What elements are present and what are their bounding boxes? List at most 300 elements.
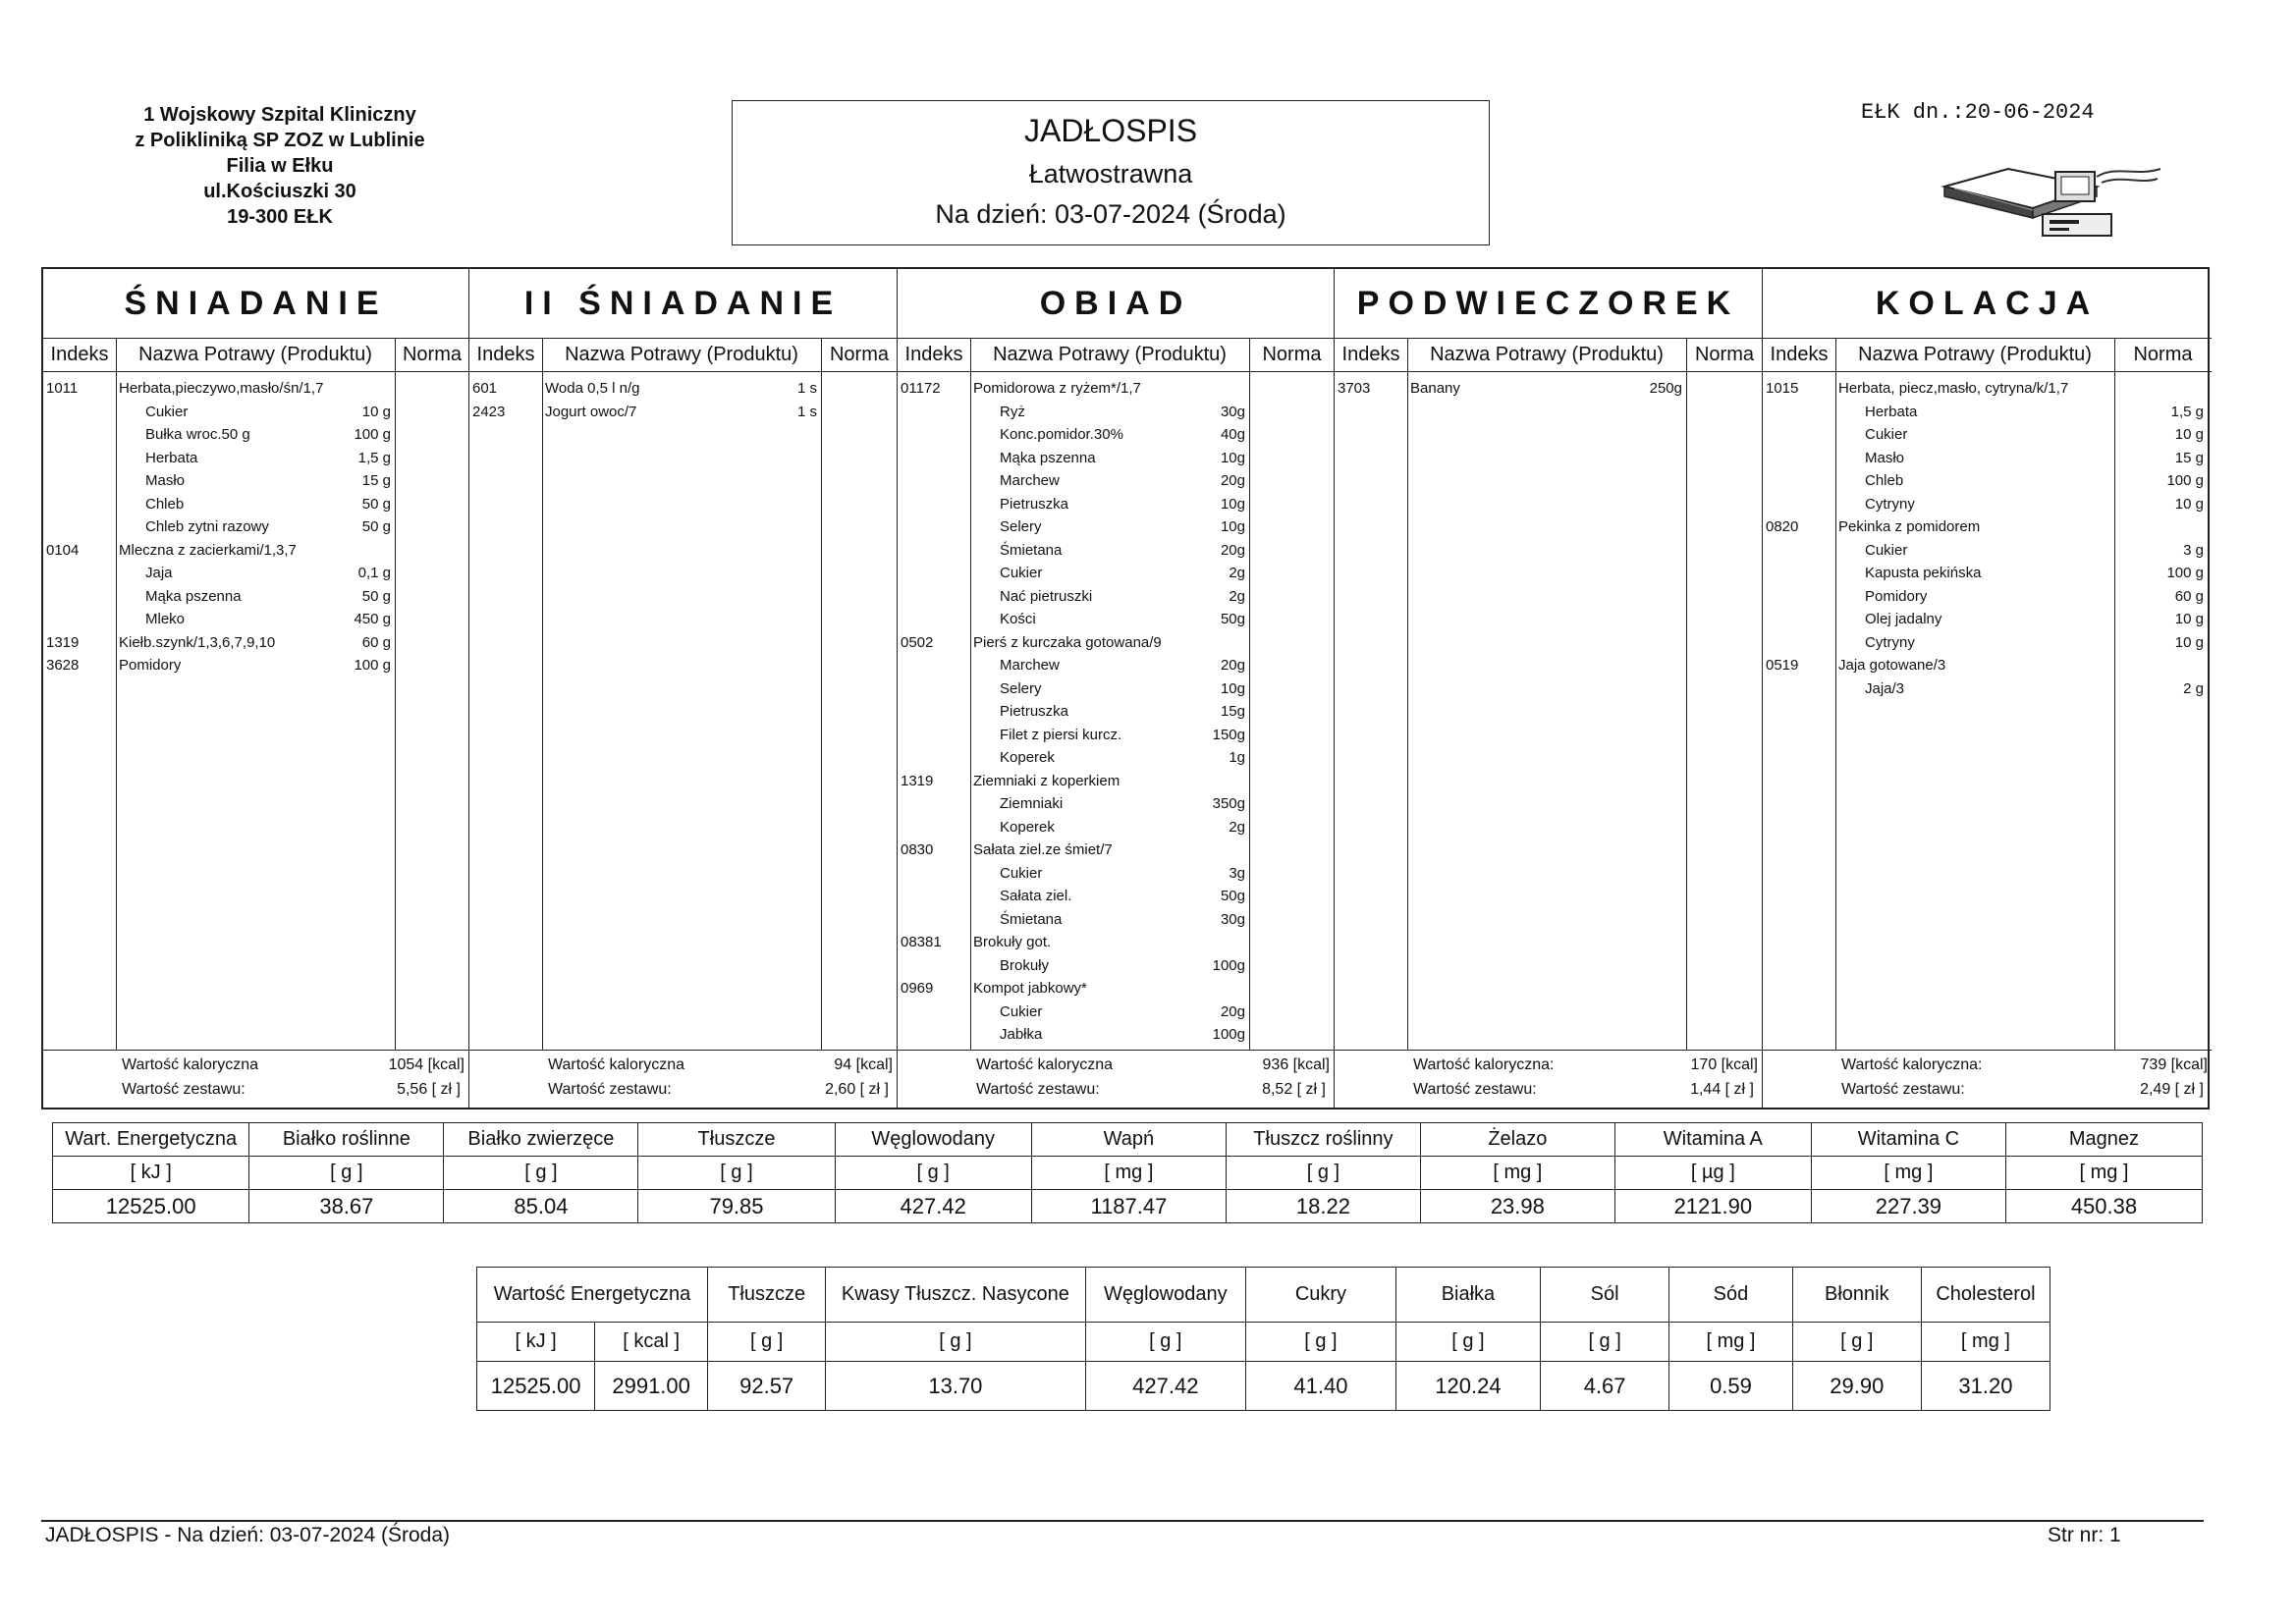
ingredient-name: Koperek [1000, 818, 1055, 836]
item-index: 1015 [1766, 380, 1799, 397]
dish-name: Kompot jabkowy* [973, 980, 1087, 997]
nutrition-summary-header: Białka [1395, 1268, 1540, 1323]
footer-divider [41, 1520, 2204, 1522]
ingredient-name: Mąka pszenna [145, 587, 242, 605]
nutrition-cell: [ g ] [835, 1157, 1031, 1190]
item-quantity: 250g [1649, 380, 1682, 397]
item-quantity: 10g [1220, 679, 1245, 697]
item-quantity: 30g [1220, 403, 1245, 420]
ingredient-name: Jabłka [1000, 1026, 1043, 1043]
menu-item-row [43, 562, 468, 585]
item-quantity: 100 g [2166, 565, 2204, 581]
meal-column-headers [898, 338, 1334, 372]
menu-item-row [898, 654, 1334, 677]
item-quantity: 15g [1220, 703, 1245, 720]
nutrition-cell: Witamina A [1614, 1123, 1811, 1157]
page-number: Str nr: 1 [2048, 1524, 2121, 1546]
nutrition-cell: Wapń [1031, 1123, 1226, 1157]
calorie-value: 739 [kcal] [2140, 1056, 2208, 1073]
item-quantity: 2g [1229, 565, 1245, 581]
column-divider [1407, 338, 1408, 1051]
meal-section [1335, 269, 1763, 1108]
ingredient-name: Pomidory [1865, 587, 1928, 605]
hospital-line: z Polikliniką SP ZOZ w Lublinie [135, 130, 425, 151]
nutrition-summary-cell: 41.40 [1246, 1362, 1396, 1411]
menu-table [41, 267, 2210, 1109]
item-quantity: 100 g [2166, 472, 2204, 489]
calorie-label: Wartość kaloryczna [122, 1056, 258, 1073]
item-quantity: 2 g [2183, 679, 2204, 697]
menu-item-row [469, 401, 897, 424]
item-quantity: 20g [1220, 1002, 1245, 1020]
menu-item-row [898, 862, 1334, 886]
ingredient-name: Mąka pszenna [1000, 449, 1096, 466]
ingredient-name: Śmietana [1000, 910, 1063, 928]
nutrition-cell: [ kJ ] [53, 1157, 249, 1190]
item-index: 0104 [46, 541, 80, 559]
menu-item-row [1763, 631, 2212, 655]
menu-item-row [898, 631, 1334, 655]
cost-label: Wartość zestawu: [548, 1081, 672, 1098]
hospital-line: 19-300 EŁK [227, 206, 333, 228]
menu-item-row [898, 469, 1334, 493]
nutrition-summary-header: Kwasy Tłuszcz. Nasycone [826, 1268, 1085, 1323]
column-header-name: Nazwa Potrawy (Produktu) [565, 344, 798, 365]
menu-item-row [1763, 608, 2212, 631]
column-header-name: Nazwa Potrawy (Produktu) [1430, 344, 1664, 365]
book-computer-logo-icon [1940, 147, 2165, 245]
cost-label: Wartość zestawu: [1413, 1081, 1537, 1098]
nutrition-summary-cell: [ g ] [826, 1323, 1085, 1362]
menu-item-row [43, 654, 468, 677]
cost-label: Wartość zestawu: [122, 1081, 246, 1098]
column-header-norm: Norma [1694, 344, 1754, 365]
nutrition-summary-cell: 13.70 [826, 1362, 1085, 1411]
item-index: 601 [472, 380, 498, 397]
meal-section [43, 269, 469, 1108]
item-quantity: 0,1 g [357, 565, 391, 581]
nutrition-cell: [ g ] [1226, 1157, 1420, 1190]
item-quantity: 20g [1220, 657, 1245, 674]
item-quantity: 10g [1220, 449, 1245, 466]
meal-section [1763, 269, 2212, 1108]
nutrition-summary-cell: [ mg ] [1921, 1323, 2050, 1362]
item-index: 1011 [46, 380, 79, 397]
nutrition-summary-cell: [ g ] [1246, 1323, 1396, 1362]
ingredient-name: Pietruszka [1000, 703, 1069, 720]
column-header-index: Indeks [1341, 344, 1400, 365]
nutrition-summary-cell: [ g ] [708, 1323, 826, 1362]
dish-name: Jogurt owoc/7 [545, 403, 637, 420]
item-quantity: 40g [1220, 426, 1245, 443]
nutrition-summary-cell: [ g ] [1085, 1323, 1246, 1362]
menu-item-row [898, 401, 1334, 424]
ingredient-name: Cukier [1000, 864, 1043, 882]
item-index: 1319 [901, 772, 934, 789]
item-quantity: 1,5 g [2170, 403, 2204, 420]
dish-name: Kiełb.szynk/1,3,6,7,9,10 [119, 633, 276, 651]
nutrition-cell: [ g ] [249, 1157, 444, 1190]
nutrition-table-summary [476, 1267, 2050, 1411]
ingredient-name: Cukier [1000, 1002, 1043, 1020]
menu-item-row [898, 562, 1334, 585]
meal-title: ŚNIADANIE [43, 269, 468, 339]
hospital-line: Filia w Ełku [226, 155, 334, 177]
ingredient-name: Kapusta pekińska [1865, 565, 1982, 581]
menu-item-row [1335, 377, 1762, 401]
menu-item-row [43, 401, 468, 424]
menu-item-row [1763, 677, 2212, 701]
ingredient-name: Cukier [145, 403, 189, 420]
menu-item-row [898, 931, 1334, 954]
menu-item-row [1763, 585, 2212, 609]
nutrition-summary-cell: 427.42 [1085, 1362, 1246, 1411]
nutrition-cell: 38.67 [249, 1190, 444, 1223]
ingredient-name: Cukier [1865, 541, 1908, 559]
column-header-norm: Norma [402, 344, 462, 365]
meal-section [469, 269, 898, 1108]
nutrition-cell: Białko zwierzęce [444, 1123, 638, 1157]
nutrition-cell: Białko roślinne [249, 1123, 444, 1157]
item-quantity: 1 s [796, 380, 817, 397]
nutrition-cell: [ g ] [638, 1157, 835, 1190]
nutrition-row-headers [53, 1123, 2203, 1157]
nutrition-cell: [ mg ] [1420, 1157, 1614, 1190]
column-header-index: Indeks [476, 344, 535, 365]
meal-column-headers [43, 338, 468, 372]
ingredient-name: Herbata [1865, 403, 1918, 420]
meal-summary [1335, 1050, 1762, 1108]
menu-item-row [43, 493, 468, 516]
calorie-value: 170 [kcal] [1690, 1056, 1758, 1073]
nutrition-summary-header: Sól [1541, 1268, 1669, 1323]
dish-name: Pekinka z pomidorem [1838, 518, 1981, 535]
nutrition-summary-header: Cholesterol [1921, 1268, 2050, 1323]
dish-name: Brokuły got. [973, 934, 1052, 950]
item-quantity: 450 g [354, 611, 391, 627]
nutrition-cell: 427.42 [835, 1190, 1031, 1223]
ingredient-name: Jaja [145, 565, 173, 581]
ingredient-name: Nać pietruszki [1000, 587, 1093, 605]
document-title: JADŁOSPIS [1023, 113, 1198, 148]
ingredient-name: Marchew [1000, 472, 1060, 489]
item-index: 0830 [901, 841, 934, 858]
cost-label: Wartość zestawu: [1841, 1081, 1965, 1098]
item-index: 2423 [472, 403, 506, 420]
menu-item-row [43, 377, 468, 401]
item-quantity: 2g [1229, 818, 1245, 836]
nutrition-summary-cell: 4.67 [1541, 1362, 1669, 1411]
nutrition-summary-headers [477, 1268, 2050, 1323]
menu-item-row [43, 539, 468, 563]
calorie-label: Wartość kaloryczna: [1841, 1056, 1983, 1073]
item-quantity: 2g [1229, 587, 1245, 605]
item-index: 0502 [901, 633, 934, 651]
nutrition-cell: 18.22 [1226, 1190, 1420, 1223]
meal-column-headers [469, 338, 897, 372]
dish-name: Pierś z kurczaka gotowana/9 [973, 633, 1162, 651]
nutrition-summary-cell: [ kJ ] [477, 1323, 595, 1362]
item-quantity: 10 g [361, 403, 391, 420]
cost-value: 2,60 [ zł ] [825, 1081, 889, 1098]
item-index: 1319 [46, 633, 80, 651]
nutrition-cell: 227.39 [1811, 1190, 2005, 1223]
calorie-label: Wartość kaloryczna [548, 1056, 684, 1073]
meal-summary [469, 1050, 897, 1108]
ingredient-name: Herbata [145, 449, 198, 466]
calorie-value: 936 [kcal] [1262, 1056, 1330, 1073]
menu-item-row [898, 423, 1334, 447]
nutrition-cell: Tłuszcze [638, 1123, 835, 1157]
dish-name: Pomidorowa z ryżem*/1,7 [973, 380, 1141, 397]
dish-name: Herbata,pieczywo,masło/śn/1,7 [119, 380, 324, 397]
ingredient-name: Ziemniaki [1000, 795, 1064, 812]
meal-summary [898, 1050, 1334, 1108]
nutrition-summary-cell: [ mg ] [1669, 1323, 1793, 1362]
meal-column-headers [1335, 338, 1762, 372]
menu-item-row [898, 677, 1334, 701]
ingredient-name: Masło [1865, 449, 1905, 466]
menu-item-row [43, 608, 468, 631]
item-quantity: 150g [1212, 726, 1245, 743]
item-index: 0820 [1766, 518, 1799, 535]
dish-name: Woda 0,5 l n/g [545, 380, 640, 397]
ingredient-name: Jaja/3 [1865, 679, 1905, 697]
item-quantity: 30g [1220, 910, 1245, 928]
meal-summary [43, 1050, 468, 1108]
ingredient-name: Kości [1000, 611, 1036, 627]
item-quantity: 15 g [361, 472, 391, 489]
item-index: 0519 [1766, 657, 1799, 674]
menu-item-row [1763, 539, 2212, 563]
ingredient-name: Cytryny [1865, 633, 1915, 651]
ingredient-name: Selery [1000, 518, 1042, 535]
ingredient-name: Chleb zytni razowy [145, 518, 269, 535]
column-divider [542, 338, 543, 1051]
column-divider [1686, 338, 1687, 1051]
dish-name: Sałata ziel.ze śmiet/7 [973, 841, 1113, 858]
ingredient-name: Chleb [145, 495, 185, 513]
dish-name: Banany [1410, 380, 1460, 397]
diet-name: Łatwostrawna [1028, 159, 1193, 189]
item-quantity: 10 g [2174, 633, 2204, 651]
ingredient-name: Konc.pomidor.30% [1000, 426, 1123, 443]
menu-item-row [43, 447, 468, 470]
print-date: EŁK dn.:20-06-2024 [1861, 100, 2095, 125]
column-header-norm: Norma [2133, 344, 2193, 365]
column-header-norm: Norma [1262, 344, 1322, 365]
item-quantity: 20g [1220, 541, 1245, 559]
menu-item-row [1763, 401, 2212, 424]
ingredient-name: Sałata ziel. [1000, 888, 1072, 904]
ingredient-name: Koperek [1000, 749, 1055, 766]
ingredient-name: Ryż [1000, 403, 1025, 420]
item-quantity: 60 g [361, 633, 391, 651]
calorie-label: Wartość kaloryczna [976, 1056, 1113, 1073]
column-header-norm: Norma [829, 344, 889, 365]
column-header-name: Nazwa Potrawy (Produktu) [993, 344, 1227, 365]
ingredient-name: Filet z piersi kurcz. [1000, 726, 1122, 743]
menu-item-row [898, 608, 1334, 631]
nutrition-cell: 1187.47 [1031, 1190, 1226, 1223]
nutrition-summary-cell: 0.59 [1669, 1362, 1793, 1411]
menu-item-row [1763, 493, 2212, 516]
menu-date: Na dzień: 03-07-2024 (Środa) [935, 199, 1286, 229]
item-quantity: 50g [1220, 611, 1245, 627]
ingredient-name: Brokuły [1000, 956, 1050, 974]
menu-item-row [898, 1023, 1334, 1047]
ingredient-name: Cukier [1865, 426, 1908, 443]
meal-column-headers [1763, 338, 2212, 372]
menu-item-row [898, 447, 1334, 470]
item-index: 3628 [46, 657, 80, 674]
nutrition-cell: 2121.90 [1614, 1190, 1811, 1223]
menu-item-row [898, 746, 1334, 770]
ingredient-name: Chleb [1865, 472, 1904, 489]
calorie-label: Wartość kaloryczna: [1413, 1056, 1555, 1073]
nutrition-table-main [52, 1122, 2203, 1223]
calorie-value: 94 [kcal] [834, 1056, 893, 1073]
item-index: 0969 [901, 980, 934, 997]
nutrition-summary-cell: 29.90 [1792, 1362, 1921, 1411]
menu-item-row [898, 770, 1334, 793]
ingredient-name: Cukier [1000, 565, 1043, 581]
hospital-address [108, 102, 452, 230]
nutrition-cell: Magnez [2005, 1123, 2202, 1157]
item-quantity: 10 g [2174, 426, 2204, 443]
cost-value: 8,52 [ zł ] [1262, 1081, 1326, 1098]
menu-item-row [898, 515, 1334, 539]
nutrition-cell: [ mg ] [2005, 1157, 2202, 1190]
dish-name: Mleczna z zacierkami/1,3,7 [119, 541, 297, 559]
title-box [732, 100, 1490, 245]
item-quantity: 10 g [2174, 611, 2204, 627]
nutrition-summary-cell: [ g ] [1541, 1323, 1669, 1362]
footer-title: JADŁOSPIS - Na dzień: 03-07-2024 (Środa) [45, 1524, 451, 1546]
nutrition-summary-cell: 12525.00 [477, 1362, 595, 1411]
menu-item-row [898, 908, 1334, 932]
item-quantity: 100 g [354, 426, 391, 443]
cost-value: 1,44 [ zł ] [1690, 1081, 1754, 1098]
cost-label: Wartość zestawu: [976, 1081, 1100, 1098]
ingredient-name: Śmietana [1000, 541, 1063, 559]
menu-item-row [898, 977, 1334, 1001]
menu-item-row [1763, 562, 2212, 585]
meal-title: KOLACJA [1763, 269, 2212, 339]
menu-item-row [43, 469, 468, 493]
menu-item-row [898, 700, 1334, 724]
meal-title: OBIAD [898, 269, 1334, 339]
item-quantity: 50 g [361, 495, 391, 513]
nutrition-row-values [53, 1190, 2203, 1223]
nutrition-cell: Tłuszcz roślinny [1226, 1123, 1420, 1157]
column-header-name: Nazwa Potrawy (Produktu) [1858, 344, 2092, 365]
menu-item-row [1763, 515, 2212, 539]
calorie-value: 1054 [kcal] [388, 1056, 465, 1073]
nutrition-cell: Żelazo [1420, 1123, 1614, 1157]
menu-item-row [1763, 377, 2212, 401]
ingredient-name: Bułka wroc.50 g [145, 426, 250, 443]
ingredient-name: Olej jadalny [1865, 611, 1942, 627]
item-quantity: 350g [1212, 795, 1245, 812]
dish-name: Pomidory [119, 657, 182, 674]
meal-title: PODWIECZOREK [1335, 269, 1762, 339]
menu-item-row [898, 885, 1334, 908]
ingredient-name: Mleko [145, 611, 186, 627]
menu-item-row [898, 493, 1334, 516]
item-quantity: 1,5 g [357, 449, 391, 466]
item-quantity: 20g [1220, 472, 1245, 489]
menu-item-row [1763, 654, 2212, 677]
menu-item-row [898, 816, 1334, 839]
nutrition-cell: 23.98 [1420, 1190, 1614, 1223]
item-quantity: 10g [1220, 518, 1245, 535]
nutrition-cell: [ mg ] [1811, 1157, 2005, 1190]
item-quantity: 50g [1220, 888, 1245, 904]
item-quantity: 50 g [361, 587, 391, 605]
nutrition-summary-header: Sód [1669, 1268, 1793, 1323]
menu-item-row [898, 839, 1334, 862]
cost-value: 5,56 [ zł ] [397, 1081, 461, 1098]
hospital-line: 1 Wojskowy Szpital Kliniczny [143, 104, 416, 126]
nutrition-summary-cell: [ g ] [1792, 1323, 1921, 1362]
meal-summary [1763, 1050, 2212, 1108]
dish-name: Herbata, piecz,masło, cytryna/k/1,7 [1838, 380, 2069, 397]
item-quantity: 3g [1229, 864, 1245, 882]
item-quantity: 100g [1212, 956, 1245, 974]
cost-value: 2,49 [ zł ] [2140, 1081, 2204, 1098]
nutrition-summary-row-units [477, 1323, 2050, 1362]
nutrition-cell: 12525.00 [53, 1190, 249, 1223]
ingredient-name: Pietruszka [1000, 495, 1069, 513]
column-header-index: Indeks [904, 344, 963, 365]
ingredient-name: Masło [145, 472, 186, 489]
item-quantity: 60 g [2174, 587, 2204, 605]
nutrition-cell: Witamina C [1811, 1123, 2005, 1157]
nutrition-cell: [ µg ] [1614, 1157, 1811, 1190]
menu-item-row [1763, 423, 2212, 447]
nutrition-cell: [ g ] [444, 1157, 638, 1190]
nutrition-summary-header: Węglowodany [1085, 1268, 1246, 1323]
nutrition-summary-header: Tłuszcze [708, 1268, 826, 1323]
menu-item-row [898, 954, 1334, 978]
item-index: 08381 [901, 934, 942, 950]
nutrition-summary-header: Błonnik [1792, 1268, 1921, 1323]
nutrition-summary-cell: [ g ] [1395, 1323, 1540, 1362]
menu-item-row [1763, 447, 2212, 470]
ingredient-name: Selery [1000, 679, 1042, 697]
menu-item-row [1763, 469, 2212, 493]
nutrition-summary-cell: [ kcal ] [595, 1323, 708, 1362]
menu-item-row [43, 585, 468, 609]
column-divider [821, 338, 822, 1051]
nutrition-cell: Wart. Energetyczna [53, 1123, 249, 1157]
column-header-index: Indeks [50, 344, 109, 365]
item-quantity: 100 g [354, 657, 391, 674]
nutrition-summary-row-values [477, 1362, 2050, 1411]
menu-item-row [898, 377, 1334, 401]
item-quantity: 1 s [796, 403, 817, 420]
nutrition-summary-cell: 2991.00 [595, 1362, 708, 1411]
item-quantity: 50 g [361, 518, 391, 535]
nutrition-cell: [ mg ] [1031, 1157, 1226, 1190]
menu-item-row [43, 631, 468, 655]
energy-header: Wartość Energetyczna [477, 1268, 708, 1323]
menu-item-row [898, 539, 1334, 563]
menu-item-row [43, 515, 468, 539]
nutrition-summary-header: Cukry [1246, 1268, 1396, 1323]
item-quantity: 1g [1229, 749, 1245, 766]
